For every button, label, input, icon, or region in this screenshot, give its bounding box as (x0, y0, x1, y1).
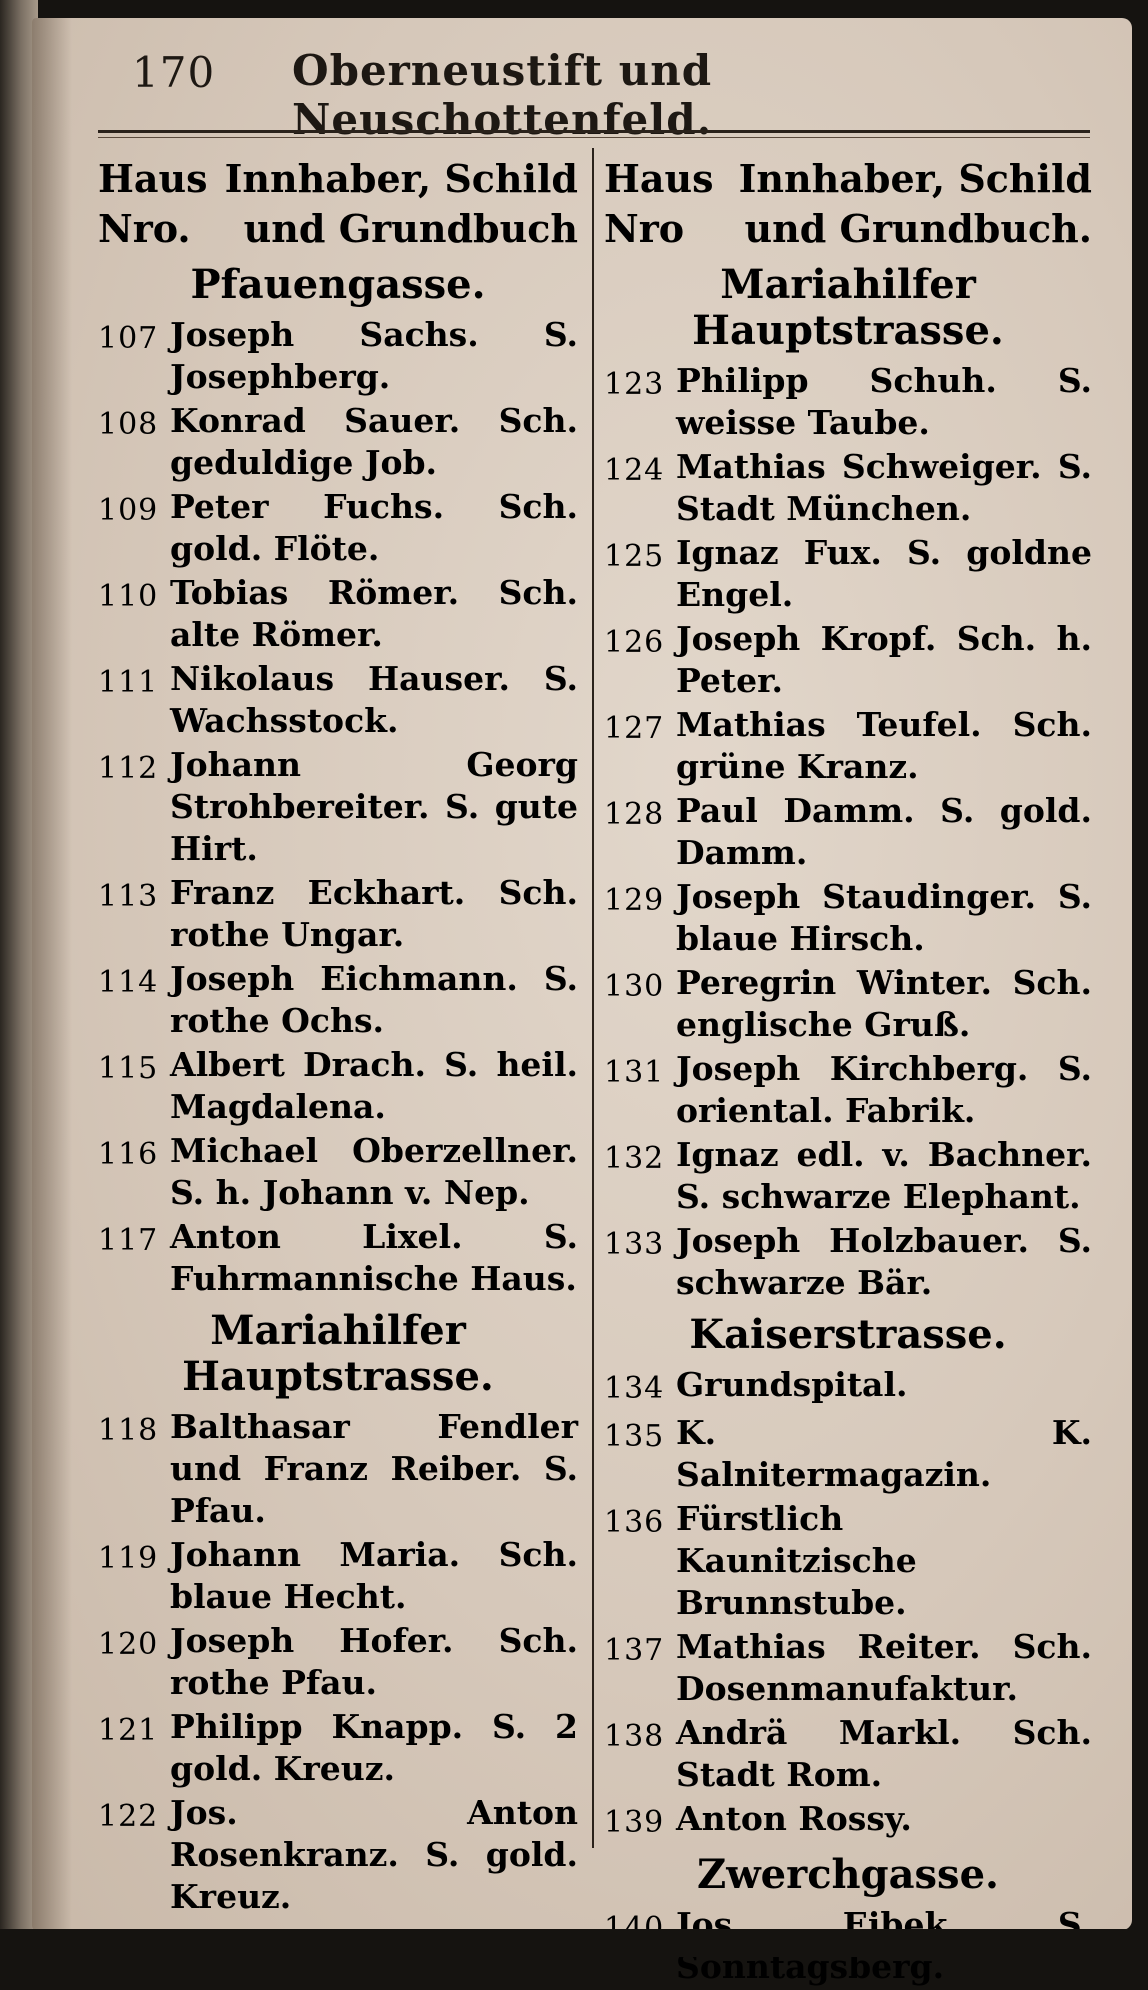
house-number: 125 (604, 532, 676, 578)
house-number: 127 (604, 704, 676, 750)
house-number: 120 (98, 1620, 170, 1666)
house-number: 110 (98, 572, 170, 618)
list-item (98, 572, 578, 656)
header-grundbuch: und Grundbuch. (744, 206, 1092, 251)
list-item (98, 958, 578, 1042)
section-heading: Mariahilfer Hauptstrasse. (98, 1308, 578, 1400)
header-rule (98, 130, 1090, 133)
background-strip (0, 1929, 1148, 1957)
header-nro: Nro. (98, 206, 191, 251)
house-number: 114 (98, 958, 170, 1004)
list-item (98, 1130, 578, 1214)
owner-sign-text: Philipp Schuh. S. weisse Taube. (676, 360, 1092, 444)
list-item (604, 1498, 1092, 1624)
list-item (98, 486, 578, 570)
house-number: 109 (98, 486, 170, 532)
column-header-right (604, 150, 1092, 254)
list-item (98, 872, 578, 956)
house-number: 128 (604, 790, 676, 836)
owner-sign-text: Johann Georg Strohbereiter. S. gute Hirt. (170, 744, 578, 870)
list-item (604, 1626, 1092, 1710)
list-item (604, 962, 1092, 1046)
list-item (98, 744, 578, 870)
owner-sign-text: Jos. Eibek. S. (676, 1904, 1092, 1988)
house-number: 112 (98, 744, 170, 790)
column-header-left (98, 150, 578, 254)
running-head: Oberneustift und Neuschottenfeld. (292, 46, 1132, 144)
left-column (98, 150, 578, 1920)
owner-sign-text: Jos. Anton Rosenkranz. S. gold. Kreuz. (170, 1792, 578, 1918)
owner-sign-text: Ignaz Fux. S. goldne Engel. (676, 532, 1092, 616)
house-number: 108 (98, 400, 170, 446)
house-number: 136 (604, 1498, 676, 1544)
header-rule-thin (98, 137, 1090, 138)
section-heading: Pfauengasse. (98, 262, 578, 308)
owner-sign-text: Grundspital. (676, 1364, 1092, 1406)
list-item (604, 532, 1092, 616)
gutter-shadow (32, 18, 72, 1930)
header-haus: Haus (604, 156, 714, 201)
list-item (604, 790, 1092, 874)
owner-sign-text: Tobias Römer. Sch. alte Römer. (170, 572, 578, 656)
section-heading: Mariahilfer Hauptstrasse. (604, 262, 1092, 354)
house-number: 140 (604, 1904, 676, 1950)
owner-sign-text: Joseph Staudinger. S. blaue Hirsch. (676, 876, 1092, 960)
house-number: 118 (98, 1406, 170, 1452)
house-number: 129 (604, 876, 676, 922)
owner-sign-text: Mathias Reiter. Sch. Dosenmanufaktur. (676, 1626, 1092, 1710)
house-number: 117 (98, 1216, 170, 1262)
owner-sign-text: Fürstlich Kaunitzische Brunnstube. (676, 1498, 1092, 1624)
right-column (604, 150, 1092, 1990)
owner-sign-text: Paul Damm. S. gold. Damm. (676, 790, 1092, 874)
list-item (604, 1412, 1092, 1496)
section-heading: Kaiserstrasse. (604, 1312, 1092, 1358)
header-grundbuch: und Grundbuch (244, 206, 578, 251)
house-number: 135 (604, 1412, 676, 1458)
list-item (604, 1712, 1092, 1796)
list-item (98, 1534, 578, 1618)
owner-sign-text: Franz Eckhart. Sch. rothe Ungar. (170, 872, 578, 956)
house-number: 122 (98, 1792, 170, 1838)
owner-sign-text: Joseph Kirchberg. S. oriental. Fabrik. (676, 1048, 1092, 1132)
list-item (604, 704, 1092, 788)
list-item (98, 400, 578, 484)
page-number: 170 (132, 48, 215, 97)
column-divider (592, 148, 594, 1848)
list-item (604, 1220, 1092, 1304)
owner-sign-text: Peregrin Winter. Sch. englische Gruß. (676, 962, 1092, 1046)
owner-sign-text: Joseph Hofer. Sch. rothe Pfau. (170, 1620, 578, 1704)
house-number: 133 (604, 1220, 676, 1266)
list-item (604, 618, 1092, 702)
house-number: 137 (604, 1626, 676, 1672)
house-number: 131 (604, 1048, 676, 1094)
owner-sign-text: Joseph Eichmann. S. rothe Ochs. (170, 958, 578, 1042)
list-item (98, 1706, 578, 1790)
house-number: 115 (98, 1044, 170, 1090)
owner-sign-text: Philipp Knapp. S. 2 gold. Kreuz. (170, 1706, 578, 1790)
owner-sign-text: Mathias Teufel. Sch. grüne Kranz. (676, 704, 1092, 788)
owner-sign-text: Andrä Markl. Sch. Stadt Rom. (676, 1712, 1092, 1796)
owner-sign-text: Johann Maria. Sch. blaue Hecht. (170, 1534, 578, 1618)
owner-sign-text: Joseph Kropf. Sch. h. Peter. (676, 618, 1092, 702)
list-item (98, 658, 578, 742)
house-number: 113 (98, 872, 170, 918)
list-item (604, 1134, 1092, 1218)
house-number: 130 (604, 962, 676, 1008)
house-number: 132 (604, 1134, 676, 1180)
owner-sign-text: Anton Lixel. S. Fuhrmannische Haus. (170, 1216, 578, 1300)
owner-sign-text: Anton Rossy. (676, 1798, 1092, 1840)
house-number: 126 (604, 618, 676, 664)
section-heading: Zwerchgasse. (604, 1852, 1092, 1898)
house-number: 134 (604, 1364, 676, 1410)
owner-sign-text: Konrad Sauer. Sch. geduldige Job. (170, 400, 578, 484)
owner-sign-text: Balthasar Fendler und Franz Reiber. S. Pfau. (170, 1406, 578, 1532)
house-number: 119 (98, 1534, 170, 1580)
list-item (98, 1044, 578, 1128)
list-item (604, 1048, 1092, 1132)
list-item (604, 446, 1092, 530)
house-number: 116 (98, 1130, 170, 1176)
header-innhaber: Innhaber, Schild (225, 156, 578, 201)
house-number: 139 (604, 1798, 676, 1844)
header-innhaber: Innhaber, Schild (739, 156, 1092, 201)
list-item (98, 1620, 578, 1704)
list-item (604, 1364, 1092, 1410)
owner-sign-text: Michael Oberzellner. S. h. Johann v. Nep. (170, 1130, 578, 1214)
owner-sign-text: Peter Fuchs. Sch. gold. Flöte. (170, 486, 578, 570)
owner-sign-text: K. K. Salnitermagazin. (676, 1412, 1092, 1496)
house-number: 138 (604, 1712, 676, 1758)
house-number: 124 (604, 446, 676, 492)
list-item (98, 1216, 578, 1300)
owner-sign-text: Joseph Sachs. S. Josephberg. (170, 314, 578, 398)
owner-sign-text: Albert Drach. S. heil. Magdalena. (170, 1044, 578, 1128)
header-nro: Nro (604, 206, 684, 251)
header-haus: Haus (98, 156, 208, 201)
owner-sign-text: Joseph Holzbauer. S. schwarze Bär. (676, 1220, 1092, 1304)
house-number: 121 (98, 1706, 170, 1752)
list-item (98, 1406, 578, 1532)
owner-sign-text: Ignaz edl. v. Bachner. S. schwarze Elephant. (676, 1134, 1092, 1218)
owner-sign-text: Nikolaus Hauser. S. Wachsstock. (170, 658, 578, 742)
list-item (604, 360, 1092, 444)
house-number: 107 (98, 314, 170, 360)
house-number: 123 (604, 360, 676, 406)
owner-sign-text: Mathias Schweiger. S. Stadt München. (676, 446, 1092, 530)
list-item (604, 876, 1092, 960)
list-item (98, 314, 578, 398)
list-item (604, 1798, 1092, 1844)
house-number: 111 (98, 658, 170, 704)
list-item (98, 1792, 578, 1918)
